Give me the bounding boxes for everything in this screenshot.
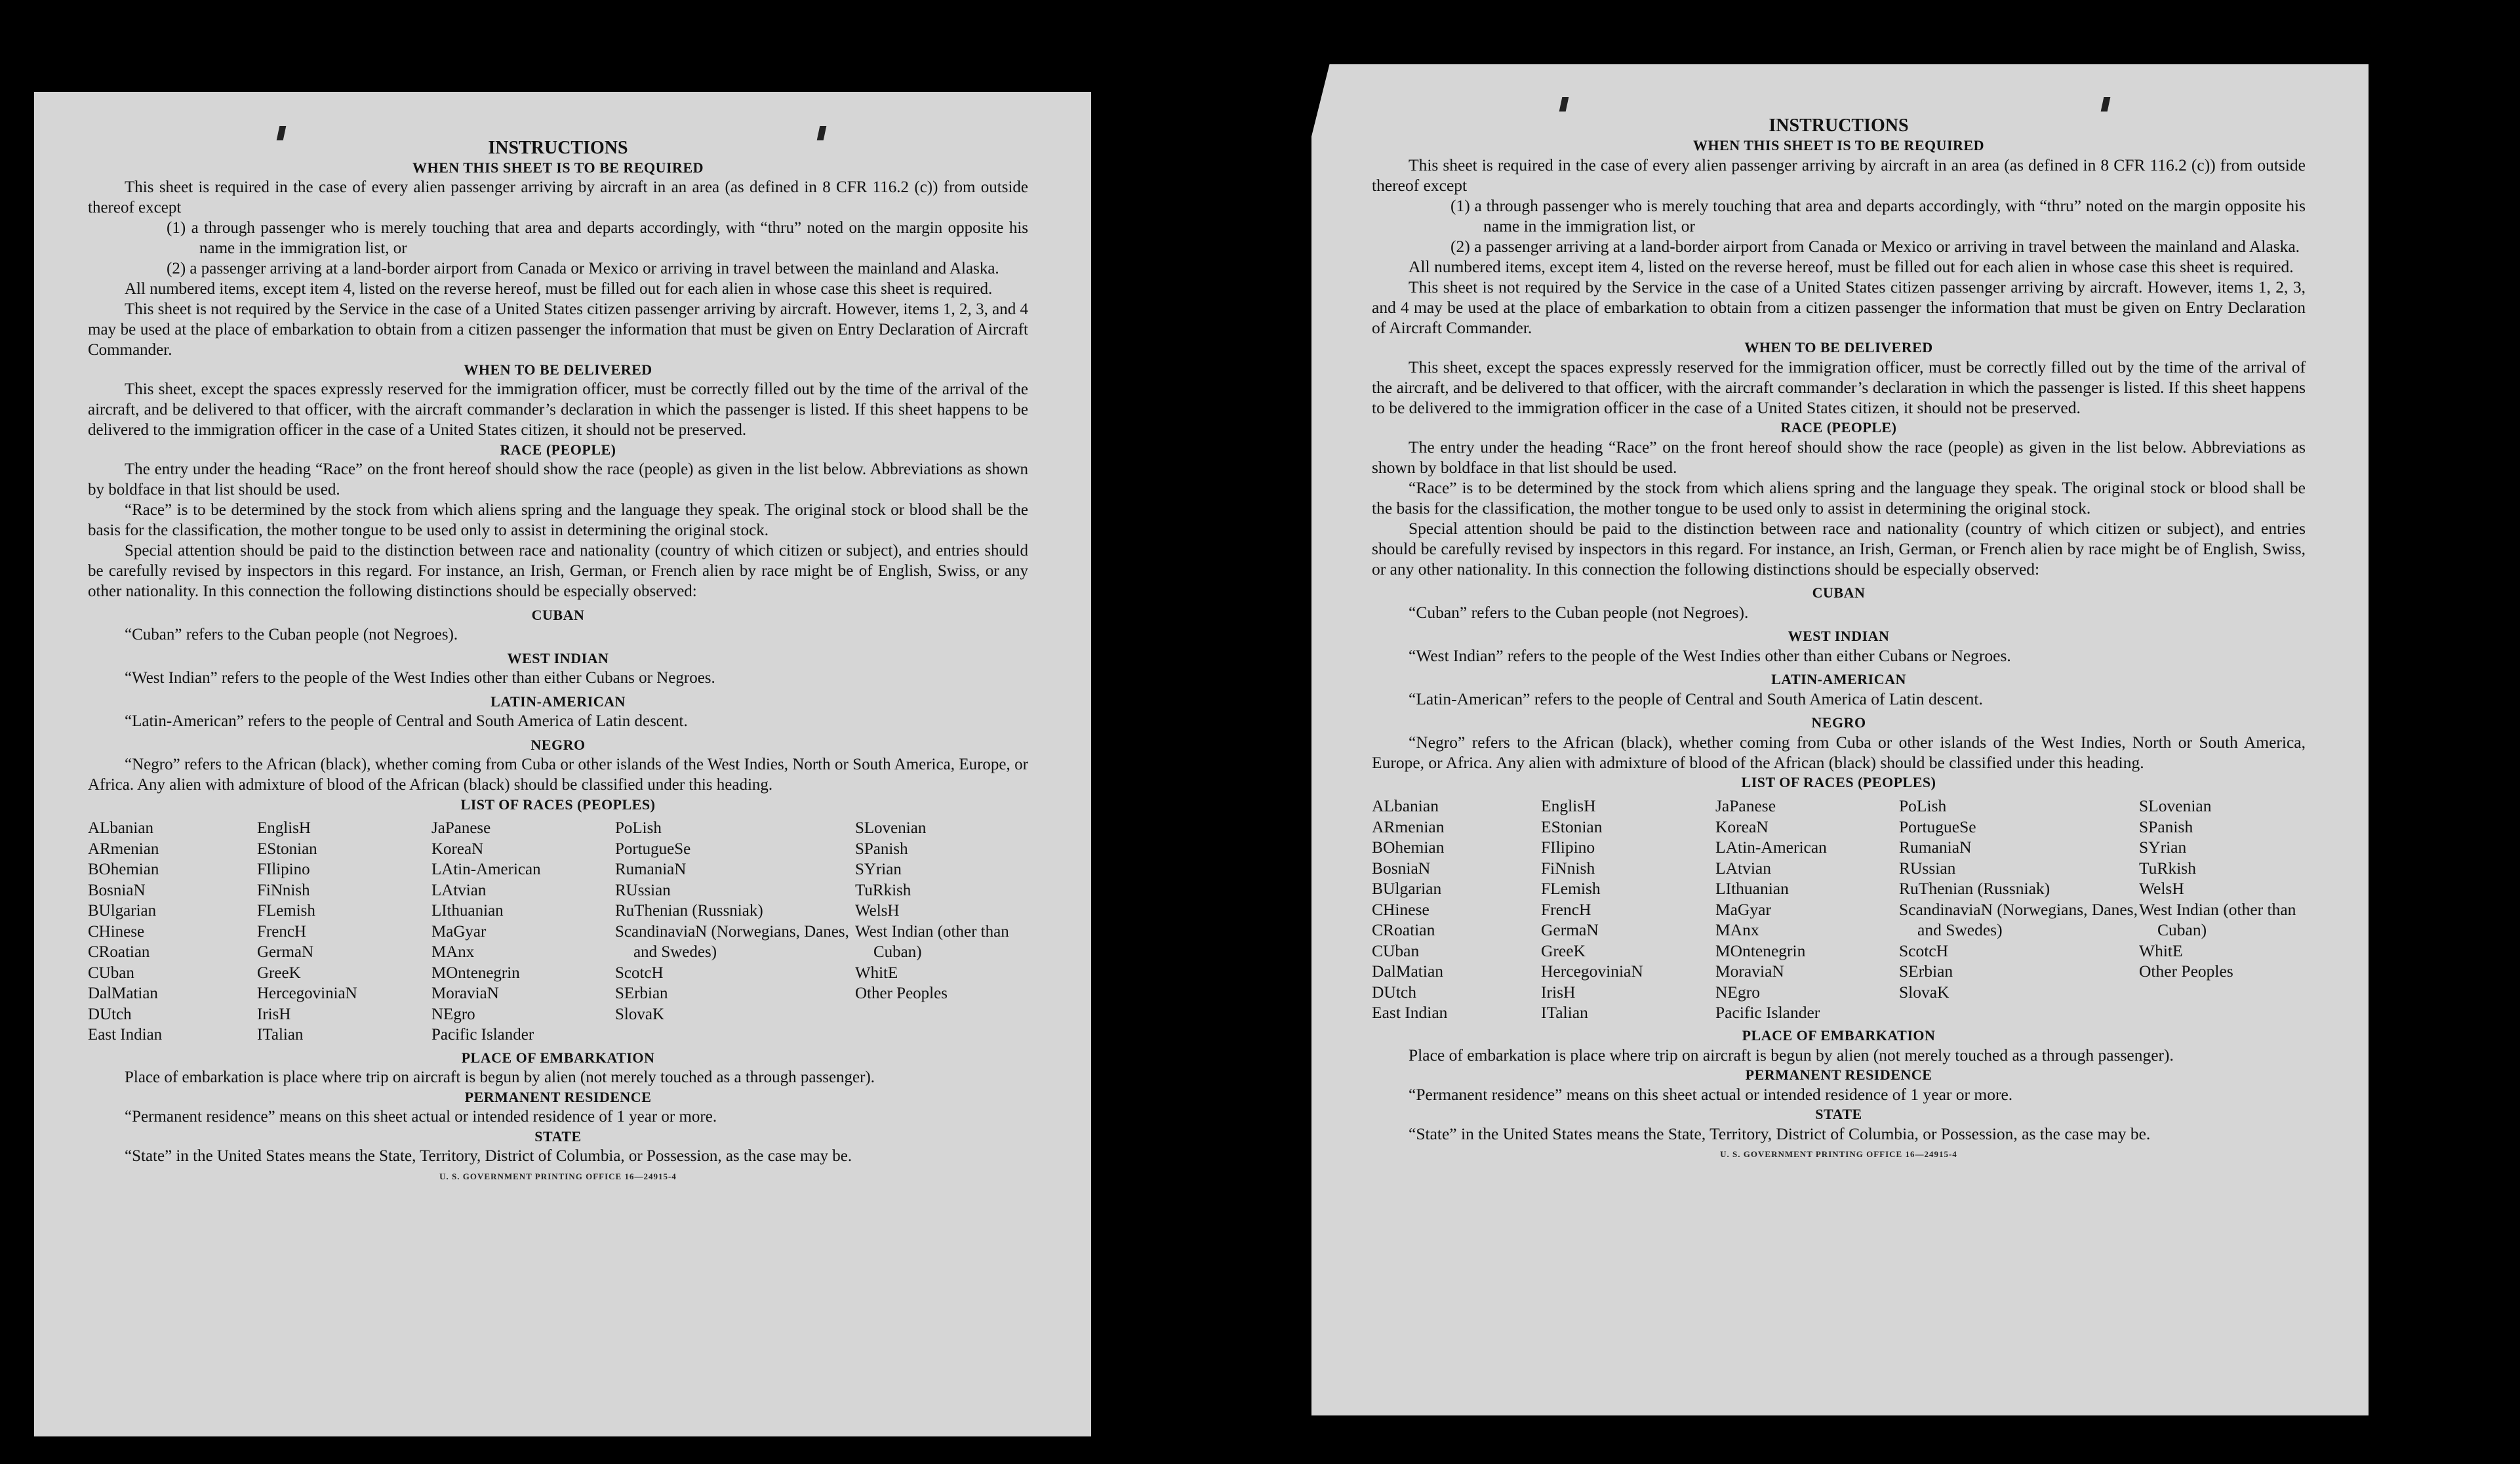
paragraph: “Negro” refers to the African (black), whether coming from Cuba or other islands of the West Indies, North or South America, Europe, or Africa. Any alien with admixture of blood of the African (black) should be classified under this heading. xyxy=(1372,733,2306,772)
race-entry: MAnx xyxy=(431,943,475,961)
race-entry: MaGyar xyxy=(431,922,487,941)
race-entry: RumaniaN xyxy=(615,861,687,878)
page-title: INSTRUCTIONS xyxy=(488,138,628,158)
paragraph: All numbered items, except item 4, listed on the reverse hereof, must be filled out for each alien in whose case this sheet is required. xyxy=(125,280,993,298)
section-heading: STATE xyxy=(534,1128,582,1145)
paragraph: This sheet is not required by the Service in the case of a United States citizen passenger arriving by aircraft. However, items 1, 2, 3, and 4 may be used at the place of embarkation to obtain from a citizen passenger the information that must be given on Entry Declaration of Aircraft Commander. xyxy=(1372,277,2306,337)
race-entry: SErbian xyxy=(615,985,668,1002)
race-entry: CRoatian xyxy=(1372,920,1435,939)
race-entry: FLemish xyxy=(1541,879,1601,898)
race-entry: DUtch xyxy=(1372,982,1416,1002)
race-entry: LIthuanian xyxy=(431,902,504,920)
document-page-left xyxy=(34,92,1091,1436)
race-entry: SlovaK xyxy=(615,1005,664,1023)
race-entry: RUssian xyxy=(615,881,671,899)
race-column xyxy=(1372,796,1541,1023)
race-entry: RUssian xyxy=(1899,858,1956,878)
paragraph: “Negro” refers to the African (black), whether coming from Cuba or other islands of the West Indies, North or South America, Europe, or Africa. Any alien with admixture of blood of the African (black) should be classified under this heading. xyxy=(88,756,1028,794)
race-entry: BUlgarian xyxy=(88,902,157,920)
race-entry: MOntenegrin xyxy=(1715,941,1806,960)
race-entry: MaGyar xyxy=(1715,899,1771,919)
paragraph: “Race” is to be determined by the stock from which aliens spring and the language they speak. The original stock or blood shall be the basis for the classification, the mother tongue to be used only to assist in determining the original stock. xyxy=(1372,478,2306,518)
race-entry: CHinese xyxy=(88,922,145,941)
race-entry: NEgro xyxy=(431,1005,475,1023)
paragraph: The entry under the heading “Race” on the front hereof should show the race (people) as given in the list below. Abbreviations as shown by boldface in that list should be used. xyxy=(88,460,1028,498)
race-column xyxy=(1899,796,2139,1023)
printer-imprint: U. S. GOVERNMENT PRINTING OFFICE 16—24915-4 xyxy=(1720,1149,1957,1159)
race-column xyxy=(615,818,855,1046)
paragraph: Special attention should be paid to the distinction between race and nationality (country of which citizen or subject), and entries should be carefully revised by inspectors in this regard. For instance, an Irish, German, or French alien by race might be of English, Swiss, or any other nationality. In this connection the following distinctions should be especially observed: xyxy=(1372,519,2306,579)
list-item: (1) a through passenger who is merely touching that area and departs accordingly, with “thru” noted on the margin opposite his name in the immigration list, or xyxy=(1450,196,2306,235)
race-entry: DalMatian xyxy=(1372,962,1444,981)
list-item: (2) a passenger arriving at a land-border airport from Canada or Mexico or arriving in travel between the mainland and Alaska. xyxy=(167,260,999,277)
race-entry: DalMatian xyxy=(88,985,158,1002)
paragraph: “Permanent residence” means on this sheet actual or intended residence of 1 year or more. xyxy=(125,1107,717,1126)
section-heading: PERMANENT RESIDENCE xyxy=(1745,1066,1932,1083)
race-entry: ARmenian xyxy=(88,840,159,858)
race-entry: KoreaN xyxy=(431,840,484,858)
race-entry: LAtin-American xyxy=(1715,838,1827,857)
race-entry: WelsH xyxy=(855,902,900,920)
paragraph: “Latin-American” refers to the people of Central and South America of Latin descent. xyxy=(1409,689,1983,708)
race-entry: ALbanian xyxy=(88,819,153,837)
race-entry: Pacific Islander xyxy=(1715,1003,1820,1022)
paragraph: “West Indian” refers to the people of the West Indies other than either Cubans or Negroes. xyxy=(125,669,715,687)
race-entry: GreeK xyxy=(1541,941,1586,960)
section-heading: STATE xyxy=(1815,1105,1862,1122)
paragraph: “State” in the United States means the State, Territory, District of Columbia, or Possession, as the case may be. xyxy=(125,1147,852,1165)
race-entry: MoraviaN xyxy=(1715,962,1784,981)
race-entry: WhitE xyxy=(855,964,898,982)
document-page-right xyxy=(1311,64,2369,1415)
paragraph: Place of embarkation is place where trip on aircraft is begun by alien (not merely touched as a through passenger). xyxy=(1409,1045,2174,1065)
race-column xyxy=(431,818,615,1046)
section-heading: NEGRO xyxy=(530,737,586,753)
race-entry: EnglisH xyxy=(1541,796,1596,815)
section-heading: WHEN THIS SHEET IS TO BE REQUIRED xyxy=(1692,137,1985,153)
race-entry: PoLish xyxy=(1899,796,1947,815)
race-entry: FLemish xyxy=(257,902,315,920)
race-entry: BUlgarian xyxy=(1372,879,1442,898)
race-entry: ScotcH xyxy=(1899,941,1949,960)
race-entry: BOhemian xyxy=(1372,838,1445,857)
race-entry: TuRkish xyxy=(2139,858,2196,878)
race-entry: MoraviaN xyxy=(431,985,499,1002)
race-column xyxy=(855,818,1019,1046)
race-entry: HercegoviniaN xyxy=(257,985,357,1002)
race-entry: ITalian xyxy=(257,1026,304,1044)
race-entry: BosniaN xyxy=(88,881,146,899)
race-entry: KoreaN xyxy=(1715,817,1769,836)
race-entry: HercegoviniaN xyxy=(1541,962,1643,981)
race-entry: FrencH xyxy=(257,922,306,941)
section-heading: PERMANENT RESIDENCE xyxy=(464,1088,652,1105)
race-entry: FiNnish xyxy=(257,881,310,899)
race-entry: PortugueSe xyxy=(615,840,691,858)
section-heading: LATIN-AMERICAN xyxy=(1771,671,1906,687)
race-entry: ITalian xyxy=(1541,1003,1588,1022)
race-entry: ScotcH xyxy=(615,964,664,982)
race-entry: ScandinaviaN (Norwegians, Danes, and Swedes) xyxy=(1899,899,2138,939)
section-heading: WHEN THIS SHEET IS TO BE REQUIRED xyxy=(412,159,704,176)
section-heading: PLACE OF EMBARKATION xyxy=(1742,1027,1936,1044)
race-entry: LAtvian xyxy=(1715,858,1771,878)
race-entry: RuThenian (Russniak) xyxy=(615,902,763,920)
race-column xyxy=(1541,796,1715,1023)
paragraph: “Latin-American” refers to the people of Central and South America of Latin descent. xyxy=(125,712,688,730)
race-list xyxy=(1372,796,2306,1023)
race-entry: LAtin-American xyxy=(431,861,541,878)
race-entry: MOntenegrin xyxy=(431,964,520,982)
race-entry: ScandinaviaN (Norwegians, Danes, and Swedes) xyxy=(615,922,849,961)
race-entry: JaPanese xyxy=(431,819,491,837)
page-title: INSTRUCTIONS xyxy=(1769,115,1909,136)
paragraph: “Permanent residence” means on this sheet actual or intended residence of 1 year or more. xyxy=(1409,1084,2013,1104)
section-heading: PLACE OF EMBARKATION xyxy=(461,1049,655,1066)
race-entry: BosniaN xyxy=(1372,858,1431,878)
race-entry: CUban xyxy=(1372,941,1420,960)
paragraph: Special attention should be paid to the distinction between race and nationality (country of which citizen or subject), and entries should be carefully revised by inspectors in this regard. For instance, an Irish, German, or French alien by race might be of English, Swiss, or any other nationality. In this connection the following distinctions should be especially observed: xyxy=(88,542,1028,600)
race-column xyxy=(2139,796,2303,1023)
paragraph: “West Indian” refers to the people of the West Indies other than either Cubans or Negroes. xyxy=(1409,646,2011,665)
paragraph: This sheet is required in the case of every alien passenger arriving by aircraft in an area (as defined in 8 CFR 116.2 (c)) from outside thereof except xyxy=(1372,155,2306,195)
list-item: (2) a passenger arriving at a land-border airport from Canada or Mexico or arriving in travel between the mainland and Alaska. xyxy=(1450,237,2300,256)
section-heading: NEGRO xyxy=(1811,714,1866,731)
paragraph: All numbered items, except item 4, listed on the reverse hereof, must be filled out for each alien in whose case this sheet is required. xyxy=(1409,257,2294,276)
race-column xyxy=(257,818,431,1046)
paragraph: This sheet is required in the case of every alien passenger arriving by aircraft in an area (as defined in 8 CFR 116.2 (c)) from outside thereof except xyxy=(88,178,1028,216)
race-entry: CHinese xyxy=(1372,899,1430,919)
race-entry: MAnx xyxy=(1715,920,1759,939)
section-heading: CUBAN xyxy=(1812,584,1866,601)
race-entry: NEgro xyxy=(1715,982,1760,1002)
race-entry: FIlipino xyxy=(1541,838,1595,857)
race-entry: PortugueSe xyxy=(1899,817,1976,836)
race-entry: Other Peoples xyxy=(855,985,948,1002)
race-column xyxy=(1715,796,1899,1023)
race-entry: SLovenian xyxy=(2139,796,2212,815)
section-heading: CUBAN xyxy=(531,607,585,623)
paragraph: This sheet, except the spaces expressly reserved for the immigration officer, must be correctly filled out by the time of the arrival of the aircraft, and be delivered to that officer, with the aircraft commander’s declaration in which the passenger is listed. If this sheet happens to be delivered to the immigration officer in the case of a United States citizen, it should not be preserved. xyxy=(88,380,1028,439)
race-entry: East Indian xyxy=(1372,1003,1448,1022)
race-entry: FrencH xyxy=(1541,899,1591,919)
race-column xyxy=(88,818,257,1046)
race-entry: GreeK xyxy=(257,964,301,982)
paragraph: Place of embarkation is place where trip on aircraft is begun by alien (not merely touched as a through passenger). xyxy=(125,1068,875,1086)
section-heading: WEST INDIAN xyxy=(1788,628,1890,644)
paragraph: This sheet is not required by the Service in the case of a United States citizen passenger arriving by aircraft. However, items 1, 2, 3, and 4 may be used at the place of embarkation to obtain from a citizen passenger the information that must be given on Entry Declaration of Aircraft Commander. xyxy=(88,300,1028,359)
list-item: (1) a through passenger who is merely touching that area and departs accordingly, with “thru” noted on the margin opposite his name in the immigration list, or xyxy=(167,219,1028,257)
section-heading: WEST INDIAN xyxy=(507,650,609,666)
race-entry: GermaN xyxy=(257,943,314,961)
race-entry: SlovaK xyxy=(1899,982,1950,1002)
section-heading: LATIN-AMERICAN xyxy=(490,693,626,710)
race-entry: IrisH xyxy=(257,1005,291,1023)
race-entry: CRoatian xyxy=(88,943,150,961)
race-entry: FIlipino xyxy=(257,861,310,878)
race-entry: WelsH xyxy=(2139,879,2184,898)
race-entry: DUtch xyxy=(88,1005,132,1023)
race-entry: LAtvian xyxy=(431,881,487,899)
paragraph: “State” in the United States means the State, Territory, District of Columbia, or Possession, as the case may be. xyxy=(1409,1124,2151,1143)
race-entry: East Indian xyxy=(88,1026,163,1044)
section-heading: WHEN TO BE DELIVERED xyxy=(1744,339,1933,356)
race-entry: EnglisH xyxy=(257,819,311,837)
race-entry: RumaniaN xyxy=(1899,838,1972,857)
printer-imprint: U. S. GOVERNMENT PRINTING OFFICE 16—24915-4 xyxy=(439,1171,677,1181)
section-heading: LIST OF RACES (PEOPLES) xyxy=(1741,774,1936,790)
race-entry: TuRkish xyxy=(855,881,911,899)
paragraph: The entry under the heading “Race” on the front hereof should show the race (people) as given in the list below. Abbreviations as shown by boldface in that list should be used. xyxy=(1372,437,2306,477)
race-entry: JaPanese xyxy=(1715,796,1776,815)
race-entry: LIthuanian xyxy=(1715,879,1789,898)
race-entry: PoLish xyxy=(615,819,662,837)
race-entry: Other Peoples xyxy=(2139,962,2233,981)
race-entry: Pacific Islander xyxy=(431,1026,534,1044)
section-heading: WHEN TO BE DELIVERED xyxy=(464,361,652,378)
race-entry: EStonian xyxy=(257,840,317,858)
race-entry: FiNnish xyxy=(1541,858,1595,878)
paragraph: “Race” is to be determined by the stock from which aliens spring and the language they speak. The original stock or blood shall be the basis for the classification, the mother tongue to be used only to assist in determining the original stock. xyxy=(88,501,1028,539)
race-entry: WhitE xyxy=(2139,941,2183,960)
race-entry: SPanish xyxy=(855,840,908,858)
section-heading: LIST OF RACES (PEOPLES) xyxy=(460,796,656,813)
race-entry: EStonian xyxy=(1541,817,1603,836)
race-entry: CUban xyxy=(88,964,134,982)
race-entry: ARmenian xyxy=(1372,817,1445,836)
race-entry: SYrian xyxy=(855,861,902,878)
race-entry: SPanish xyxy=(2139,817,2193,836)
race-entry: ALbanian xyxy=(1372,796,1439,815)
race-entry: West Indian (other than Cuban) xyxy=(2139,899,2296,939)
race-entry: SLovenian xyxy=(855,819,927,837)
punch-mark xyxy=(1559,97,1569,112)
race-list xyxy=(88,818,1028,1046)
paragraph: “Cuban” refers to the Cuban people (not Negroes). xyxy=(125,626,458,643)
race-entry: SErbian xyxy=(1899,962,1953,981)
section-heading: RACE (PEOPLE) xyxy=(1780,419,1897,436)
race-entry: West Indian (other than Cuban) xyxy=(855,922,1009,961)
punch-mark xyxy=(2101,97,2111,112)
paragraph: This sheet, except the spaces expressly reserved for the immigration officer, must be correctly filled out by the time of the arrival of the aircraft, and be delivered to that officer, with the aircraft commander’s declaration in which the passenger is listed. If this sheet happens to be delivered to the immigration officer in the case of a United States citizen, it should not be preserved. xyxy=(1372,357,2306,417)
paragraph: “Cuban” refers to the Cuban people (not Negroes). xyxy=(1409,603,1749,622)
race-entry: SYrian xyxy=(2139,838,2187,857)
race-entry: BOhemian xyxy=(88,861,159,878)
race-entry: GermaN xyxy=(1541,920,1599,939)
race-entry: RuThenian (Russniak) xyxy=(1899,879,2050,898)
race-entry: IrisH xyxy=(1541,982,1576,1002)
section-heading: RACE (PEOPLE) xyxy=(500,441,616,458)
